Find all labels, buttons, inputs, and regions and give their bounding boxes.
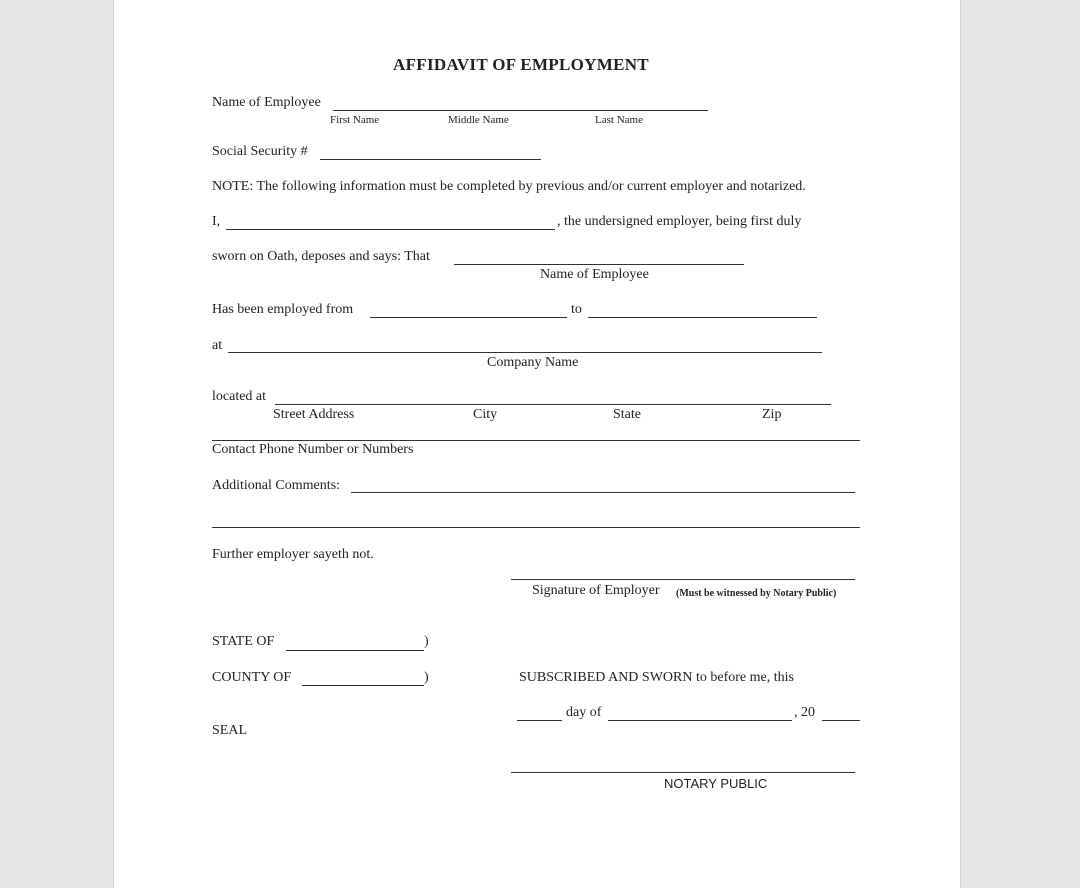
sworn-employee-name-field[interactable] xyxy=(454,264,744,265)
county-of-field[interactable] xyxy=(302,685,424,686)
located-at-label: located at xyxy=(212,389,267,404)
to-label: to xyxy=(571,302,582,317)
state-of-field[interactable] xyxy=(286,650,424,651)
employed-from-label: Has been employed from xyxy=(212,302,354,317)
additional-comments-field[interactable] xyxy=(351,492,855,493)
signature-label: Signature of Employer xyxy=(532,583,660,598)
phone-field[interactable] xyxy=(212,440,860,441)
county-of-label: COUNTY OF xyxy=(212,670,292,685)
employed-to-field[interactable] xyxy=(588,317,817,318)
notary-public-label: NOTARY PUBLIC xyxy=(664,776,768,791)
employee-name-field[interactable] xyxy=(333,110,708,111)
address-field[interactable] xyxy=(275,404,831,405)
employer-name-field[interactable] xyxy=(226,229,555,230)
year-field[interactable] xyxy=(822,720,860,721)
day-of-label: day of xyxy=(566,705,602,720)
state-caption: State xyxy=(613,407,641,422)
employer-signature-field[interactable] xyxy=(511,579,855,580)
additional-comments-label: Additional Comments: xyxy=(212,478,340,493)
day-field[interactable] xyxy=(517,720,562,721)
additional-comments-field-2[interactable] xyxy=(212,527,860,528)
social-security-field[interactable] xyxy=(320,159,541,160)
year-prefix: , 20 xyxy=(794,705,815,720)
at-label: at xyxy=(212,338,223,353)
name-of-employee-caption: Name of Employee xyxy=(540,267,649,282)
i-label: I, xyxy=(212,214,221,229)
note-text: NOTE: The following information must be completed by previous and/or current employer and notarized. xyxy=(212,179,806,194)
state-of-label: STATE OF xyxy=(212,634,275,649)
further-text: Further employer sayeth not. xyxy=(212,547,374,562)
undersigned-text: , the undersigned employer, being first duly xyxy=(557,214,802,229)
contact-phone-caption: Contact Phone Number or Numbers xyxy=(212,442,414,457)
company-name-field[interactable] xyxy=(228,352,822,353)
subscribed-text: SUBSCRIBED AND SWORN to before me, this xyxy=(519,670,794,685)
state-paren: ) xyxy=(424,634,429,649)
company-name-caption: Company Name xyxy=(487,355,579,370)
name-of-employee-label: Name of Employee xyxy=(212,95,321,110)
page-title: AFFIDAVIT OF EMPLOYMENT xyxy=(393,55,649,74)
last-name-caption: Last Name xyxy=(595,114,643,126)
sworn-text: sworn on Oath, deposes and says: That xyxy=(212,249,430,264)
city-caption: City xyxy=(473,407,498,422)
signature-note: (Must be witnessed by Notary Public) xyxy=(676,588,837,599)
zip-caption: Zip xyxy=(762,407,782,422)
notary-signature-field[interactable] xyxy=(511,772,855,773)
month-field[interactable] xyxy=(608,720,792,721)
middle-name-caption: Middle Name xyxy=(448,114,509,126)
social-security-label: Social Security # xyxy=(212,144,308,159)
employed-from-field[interactable] xyxy=(370,317,567,318)
seal-label: SEAL xyxy=(212,723,247,738)
county-paren: ) xyxy=(424,670,429,685)
first-name-caption: First Name xyxy=(330,114,380,126)
street-address-caption: Street Address xyxy=(273,407,355,422)
